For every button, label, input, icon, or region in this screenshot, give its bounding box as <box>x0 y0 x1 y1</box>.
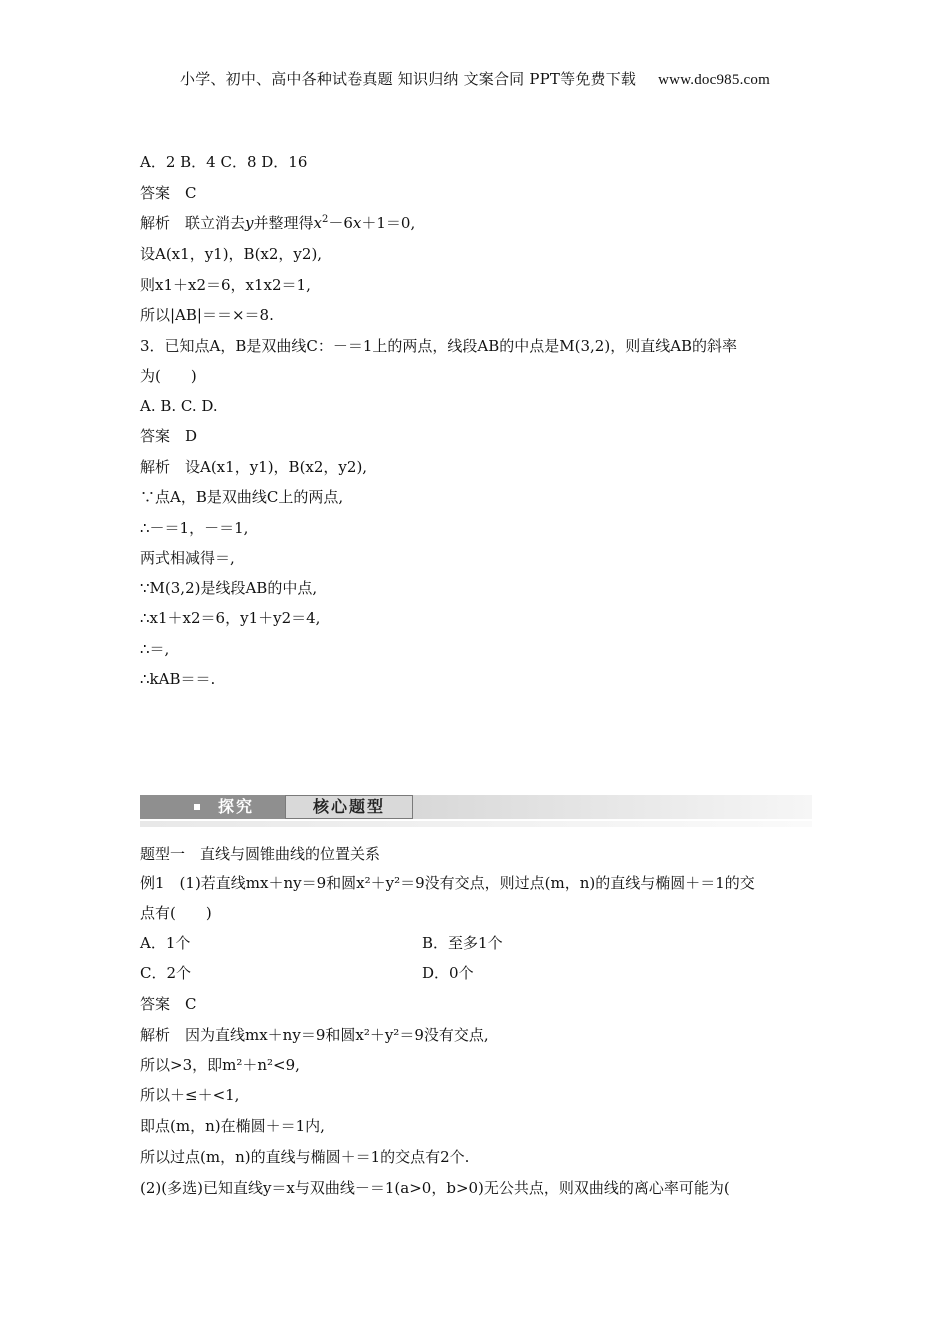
example-1-solution-5: 所以过点(m，n)的直线与椭圆＋＝1的交点有2个. <box>140 1148 470 1166</box>
example-1-line-1: 例1 (1)若直线mx＋ny＝9和圆x²＋y²＝9没有交点，则过点(m，n)的直线与椭圆＋＝1的交 <box>140 874 755 892</box>
topic-title: 题型一 直线与圆锥曲线的位置关系 <box>140 845 381 863</box>
example-1-solution-1: 解析 因为直线mx＋ny＝9和圆x²＋y²＝9没有交点, <box>140 1026 489 1044</box>
banner-underline <box>140 821 812 827</box>
header-site: www.doc985.com <box>658 72 770 88</box>
solution-line-3: 则x1＋x2＝6，x1x2＝1, <box>140 276 311 294</box>
var-y: y <box>245 214 254 232</box>
options-line: A．2 B．4 C．8 D．16 <box>140 153 308 171</box>
example-1-solution-4: 即点(m，n)在椭圆＋＝1内, <box>140 1117 325 1135</box>
question-3-options: A. B. C. D. <box>140 397 218 415</box>
answer-line-3: 答案 D <box>140 427 198 445</box>
example-1-answer: 答案 C <box>140 995 197 1013</box>
banner-right-label: 核心题型 <box>285 795 413 819</box>
term-2: ＋1＝0, <box>361 214 416 232</box>
solution-text: 解析 联立消去 <box>140 214 246 232</box>
question-3-line-2: 为( ) <box>140 367 197 385</box>
example-1-solution-3: 所以＋≤＋<1, <box>140 1086 240 1104</box>
exponent: 2 <box>321 214 329 225</box>
solution-line-4: 所以|AB|＝＝×＝8. <box>140 306 274 324</box>
var-x-2: x <box>352 214 362 232</box>
example-1-part-2: (2)(多选)已知直线y＝x与双曲线－＝1(a>0，b>0)无公共点，则双曲线的离心率可能为( <box>140 1179 730 1197</box>
option-b: B．至多1个 <box>422 934 503 952</box>
solution-3-line-3: ∴－＝1，－＝1, <box>140 519 249 537</box>
solution-3-line-1: 解析 设A(x1，y1)，B(x2，y2), <box>140 458 368 476</box>
banner-left-label: 探究 <box>218 797 255 816</box>
example-1-line-2: 点有( ) <box>140 904 212 922</box>
page-header <box>0 68 950 89</box>
banner-left <box>140 795 285 819</box>
solution-line-2: 设A(x1，y1)，B(x2，y2), <box>140 245 323 263</box>
solution-3-line-5: ∵M(3,2)是线段AB的中点, <box>140 579 318 597</box>
question-3-line-1: 3．已知点A，B是双曲线C：－＝1上的两点，线段AB的中点是M(3,2)，则直线AB的斜率 <box>140 337 738 355</box>
example-1-solution-2: 所以>3，即m²＋n²<9, <box>140 1056 300 1074</box>
solution-line-1 <box>140 213 415 233</box>
option-a: A．1个 <box>140 934 191 952</box>
var-x: x <box>313 214 322 232</box>
term: －6 <box>328 214 353 232</box>
option-d: D．0个 <box>422 964 474 982</box>
solution-text-2: 并整理得 <box>253 214 314 232</box>
solution-3-line-6: ∴x1＋x2＝6，y1＋y2＝4, <box>140 609 321 627</box>
banner-gradient <box>413 795 812 819</box>
answer-line: 答案 C <box>140 184 197 202</box>
square-bullet-icon <box>194 804 200 810</box>
section-banner <box>140 795 812 827</box>
solution-3-line-7: ∴＝, <box>140 640 170 658</box>
solution-3-line-4: 两式相减得＝, <box>140 549 235 567</box>
solution-3-line-8: ∴kAB＝＝. <box>140 670 216 688</box>
option-c: C．2个 <box>140 964 192 982</box>
header-text: 小学、初中、高中各种试卷真题 知识归纳 文案合同 PPT等免费下载 <box>180 70 637 88</box>
solution-3-line-2: ∵点A，B是双曲线C上的两点, <box>140 488 344 506</box>
